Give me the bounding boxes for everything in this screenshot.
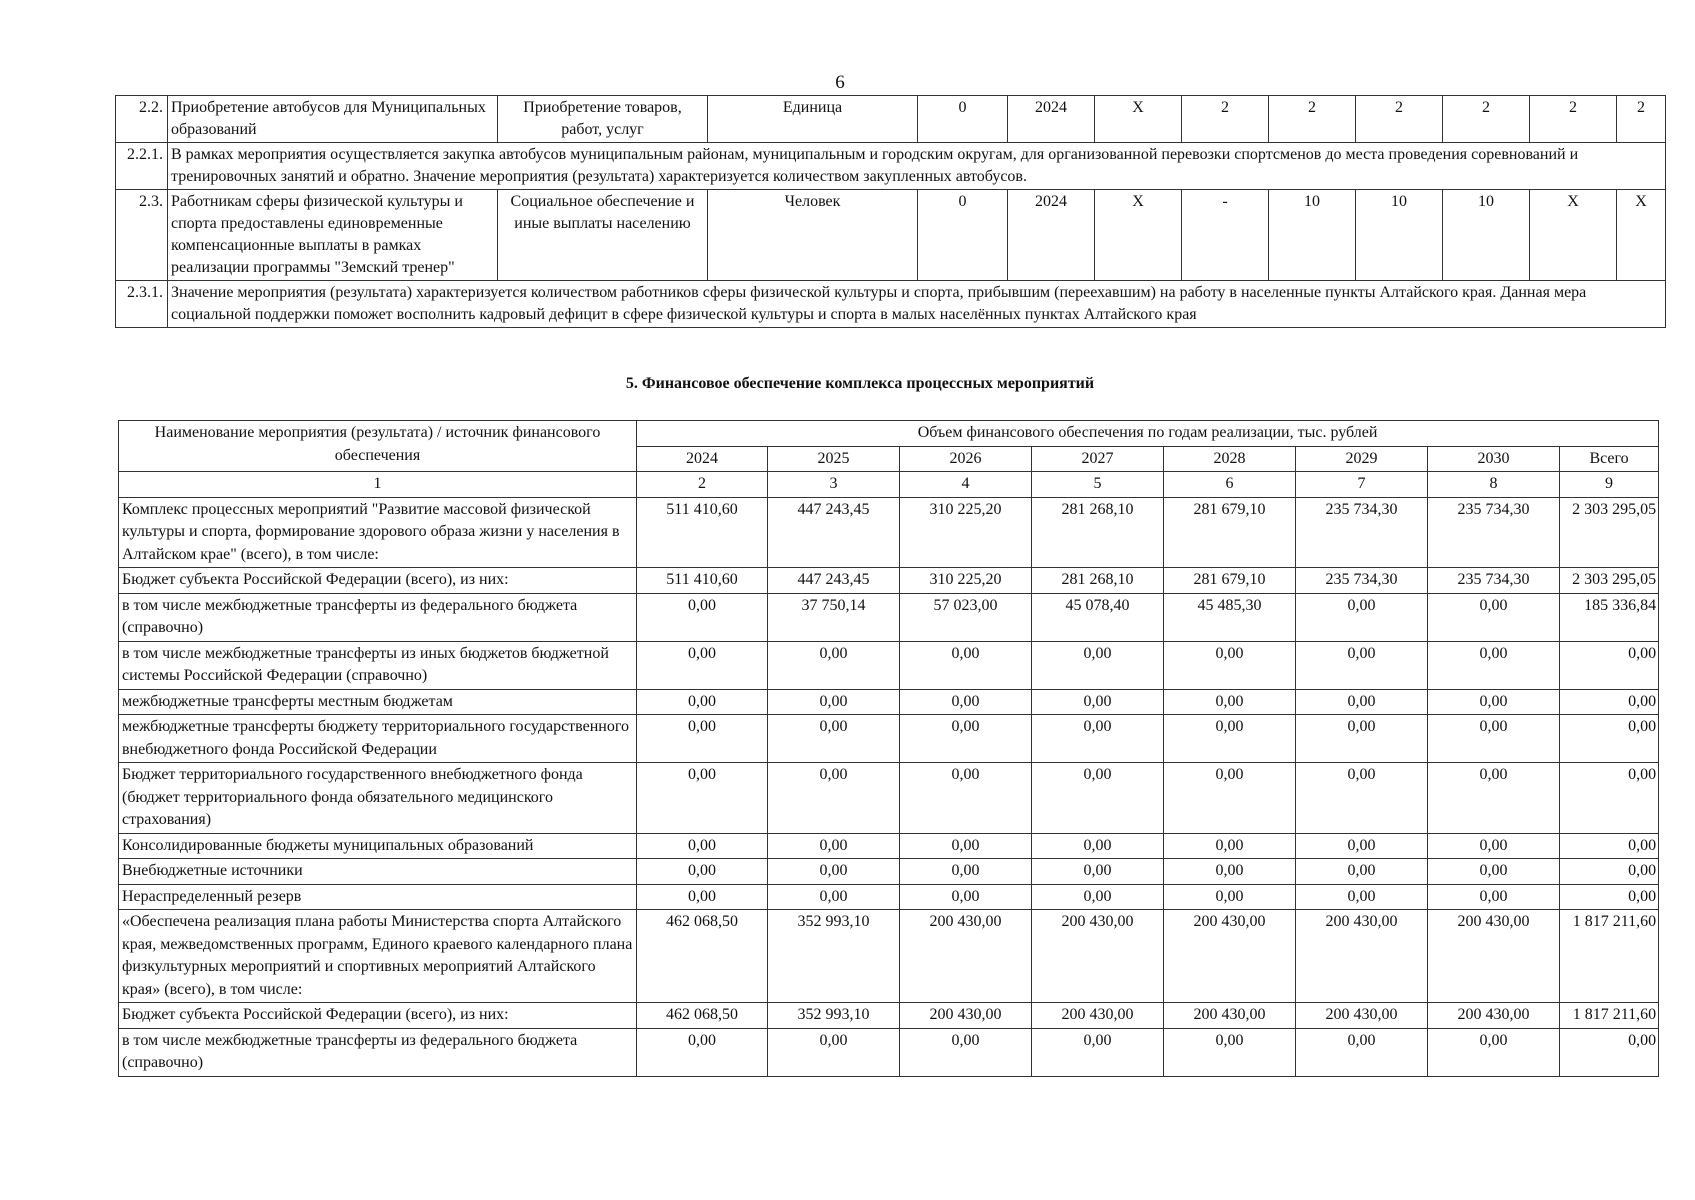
finance-table: [118, 420, 1659, 1077]
year-value: 2: [1617, 96, 1666, 143]
year-amount: 0,00: [637, 715, 768, 763]
total-value: 185 336,84: [1560, 593, 1659, 641]
year-amount: 0,00: [1164, 1028, 1296, 1076]
year-amount: 0,00: [900, 859, 1032, 885]
note-row: [116, 281, 1666, 328]
year-value: X: [1530, 190, 1617, 281]
year-amount: 0,00: [900, 884, 1032, 910]
year-amount: 0,00: [637, 641, 768, 689]
finance-row: [119, 833, 1659, 859]
header-year: 2026: [900, 446, 1032, 472]
year-amount: 200 430,00: [1296, 1003, 1428, 1029]
year-amount: 462 068,50: [637, 910, 768, 1003]
year-value: X: [1095, 190, 1182, 281]
year-amount: 281 268,10: [1032, 497, 1164, 568]
year-amount: 310 225,20: [900, 568, 1032, 594]
year-amount: 0,00: [637, 884, 768, 910]
header-column-number: 4: [900, 472, 1032, 498]
year-amount: 0,00: [1428, 763, 1560, 834]
header-year: 2024: [637, 446, 768, 472]
year-amount: 200 430,00: [1428, 910, 1560, 1003]
total-value: 1 817 211,60: [1560, 910, 1659, 1003]
year-value: 10: [1356, 190, 1443, 281]
header-column-number: 5: [1032, 472, 1164, 498]
finance-row: [119, 568, 1659, 594]
year-amount: 310 225,20: [900, 497, 1032, 568]
year-amount: 281 268,10: [1032, 568, 1164, 594]
source-name: межбюджетные трансферты бюджету территориального государственного внебюджетного фонда Российской Федерации: [119, 715, 637, 763]
source-name: «Обеспечена реализация плана работы Министерства спорта Алтайского края, межведомственных программ, Единого краевого календарного плана физкультурных мероприятий и спортивных мероприятий Алтайского края» (всего), в том числе:: [119, 910, 637, 1003]
year-amount: 0,00: [1296, 689, 1428, 715]
note-text: Значение мероприятия (результата) характеризуется количеством работников сферы физической культуры и спорта, прибывшим (переехавшим) на работу в населенные пункты Алтайского края. Данная мера социальной поддержки поможет восполнить кадровый дефицит в сфере физической культуры и спорта в малых населённых пунктах Алтайского края: [168, 281, 1666, 328]
source-name: в том числе межбюджетные трансферты из федерального бюджета (справочно): [119, 1028, 637, 1076]
year-amount: 0,00: [1428, 1028, 1560, 1076]
year-amount: 0,00: [1428, 884, 1560, 910]
year-value: 2: [1530, 96, 1617, 143]
year-amount: 0,00: [1164, 859, 1296, 885]
header-column-number: 1: [119, 472, 637, 498]
year-amount: 235 734,30: [1296, 497, 1428, 568]
total-value: 0,00: [1560, 859, 1659, 885]
year-amount: 0,00: [1164, 833, 1296, 859]
year-amount: 0,00: [900, 763, 1032, 834]
indicator-row: [116, 190, 1666, 281]
indicator-name: Приобретение автобусов для Муниципальных образований: [168, 96, 498, 143]
indicator-unit: Человек: [708, 190, 918, 281]
year-amount: 0,00: [1296, 641, 1428, 689]
indicator-row: [116, 96, 1666, 143]
year-value: 2: [1443, 96, 1530, 143]
year-amount: 352 993,10: [768, 1003, 900, 1029]
row-number: 2.3.: [116, 190, 168, 281]
indicators-table: [115, 95, 1666, 328]
year-amount: 45 485,30: [1164, 593, 1296, 641]
year-amount: 0,00: [1164, 715, 1296, 763]
source-name: Бюджет территориального государственного внебюджетного фонда (бюджет территориального фонда обязательного медицинского страхования): [119, 763, 637, 834]
year-value: 2: [1269, 96, 1356, 143]
source-name: Комплекс процессных мероприятий "Развитие массовой физической культуры и спорта, формирование здорового образа жизни у населения в Алтайском крае" (всего), в том числе:: [119, 497, 637, 568]
indicator-type: Социальное обеспечение и иные выплаты населению: [498, 190, 708, 281]
total-value: 0,00: [1560, 689, 1659, 715]
year-value: 10: [1443, 190, 1530, 281]
year-amount: 0,00: [900, 833, 1032, 859]
year-amount: 511 410,60: [637, 497, 768, 568]
header-year: 2028: [1164, 446, 1296, 472]
finance-row: [119, 1003, 1659, 1029]
year-value: 10: [1269, 190, 1356, 281]
year-amount: 511 410,60: [637, 568, 768, 594]
finance-row: [119, 763, 1659, 834]
total-value: 0,00: [1560, 715, 1659, 763]
year-amount: 0,00: [637, 689, 768, 715]
year-amount: 0,00: [768, 1028, 900, 1076]
year-amount: 0,00: [1032, 1028, 1164, 1076]
finance-row: [119, 497, 1659, 568]
total-value: 0,00: [1560, 884, 1659, 910]
year-amount: 200 430,00: [1164, 1003, 1296, 1029]
year-amount: 0,00: [1164, 763, 1296, 834]
year-amount: 0,00: [1032, 641, 1164, 689]
header-column-number: 8: [1428, 472, 1560, 498]
year-amount: 0,00: [1296, 859, 1428, 885]
year-amount: 0,00: [768, 689, 900, 715]
row-number: 2.2.1.: [116, 143, 168, 190]
year-amount: 281 679,10: [1164, 497, 1296, 568]
year-amount: 37 750,14: [768, 593, 900, 641]
indicator-type: Приобретение товаров, работ, услуг: [498, 96, 708, 143]
year-amount: 0,00: [1296, 593, 1428, 641]
year-amount: 0,00: [1428, 715, 1560, 763]
base-value: 0: [918, 190, 1008, 281]
year-amount: 0,00: [1032, 833, 1164, 859]
header-column-number: 7: [1296, 472, 1428, 498]
year-amount: 0,00: [1428, 641, 1560, 689]
header-year: 2029: [1296, 446, 1428, 472]
year-amount: 0,00: [637, 833, 768, 859]
year-value: 2: [1182, 96, 1269, 143]
year-amount: 235 734,30: [1428, 568, 1560, 594]
source-name: Нераспределенный резерв: [119, 884, 637, 910]
finance-row: [119, 715, 1659, 763]
row-number: 2.2.: [116, 96, 168, 143]
year-amount: 0,00: [768, 763, 900, 834]
year-amount: 0,00: [900, 715, 1032, 763]
year-amount: 200 430,00: [1032, 1003, 1164, 1029]
row-number: 2.3.1.: [116, 281, 168, 328]
source-name: Бюджет субъекта Российской Федерации (всего), из них:: [119, 568, 637, 594]
year-amount: 200 430,00: [900, 910, 1032, 1003]
header-column-number: 3: [768, 472, 900, 498]
source-name: в том числе межбюджетные трансферты из федерального бюджета (справочно): [119, 593, 637, 641]
source-name: Консолидированные бюджеты муниципальных образований: [119, 833, 637, 859]
year-amount: 0,00: [637, 1028, 768, 1076]
indicator-unit: Единица: [708, 96, 918, 143]
year-amount: 281 679,10: [1164, 568, 1296, 594]
year-amount: 0,00: [1032, 884, 1164, 910]
base-year: 2024: [1008, 190, 1095, 281]
total-value: 0,00: [1560, 1028, 1659, 1076]
year-amount: 200 430,00: [900, 1003, 1032, 1029]
indicator-name: Работникам сферы физической культуры и спорта предоставлены единовременные компенсационные выплаты в рамках реализации программы "Земский тренер": [168, 190, 498, 281]
year-value: X: [1095, 96, 1182, 143]
note-row: [116, 143, 1666, 190]
source-name: Бюджет субъекта Российской Федерации (всего), из них:: [119, 1003, 637, 1029]
year-amount: 0,00: [1428, 593, 1560, 641]
base-value: 0: [918, 96, 1008, 143]
header-volume-group: Объем финансового обеспечения по годам реализации, тыс. рублей: [637, 421, 1659, 447]
year-value: 2: [1356, 96, 1443, 143]
header-name-column: Наименование мероприятия (результата) / источник финансового обеспечения: [119, 421, 637, 472]
header-year: 2025: [768, 446, 900, 472]
year-amount: 0,00: [1032, 689, 1164, 715]
year-amount: 200 430,00: [1032, 910, 1164, 1003]
year-amount: 0,00: [637, 593, 768, 641]
header-year: Всего: [1560, 446, 1659, 472]
base-year: 2024: [1008, 96, 1095, 143]
year-amount: 0,00: [1296, 884, 1428, 910]
year-amount: 0,00: [637, 859, 768, 885]
total-value: 0,00: [1560, 641, 1659, 689]
year-amount: 0,00: [768, 715, 900, 763]
year-amount: 0,00: [1164, 689, 1296, 715]
year-amount: 0,00: [1164, 884, 1296, 910]
year-amount: 0,00: [1032, 763, 1164, 834]
year-amount: 0,00: [1296, 715, 1428, 763]
year-amount: 0,00: [1428, 833, 1560, 859]
year-amount: 0,00: [768, 833, 900, 859]
year-amount: 0,00: [1428, 689, 1560, 715]
section-title: 5. Финансовое обеспечение комплекса процессных мероприятий: [625, 375, 1095, 392]
header-column-number: 9: [1560, 472, 1659, 498]
year-amount: 352 993,10: [768, 910, 900, 1003]
total-value: 0,00: [1560, 763, 1659, 834]
finance-row: [119, 884, 1659, 910]
year-amount: 0,00: [768, 884, 900, 910]
finance-row: [119, 910, 1659, 1003]
year-amount: 200 430,00: [1296, 910, 1428, 1003]
total-value: 1 817 211,60: [1560, 1003, 1659, 1029]
year-amount: 447 243,45: [768, 497, 900, 568]
year-amount: 0,00: [900, 689, 1032, 715]
year-amount: 0,00: [1296, 763, 1428, 834]
year-amount: 0,00: [900, 1028, 1032, 1076]
page-number: 6: [835, 72, 845, 93]
year-amount: 0,00: [1032, 859, 1164, 885]
header-year: 2030: [1428, 446, 1560, 472]
year-value: -: [1182, 190, 1269, 281]
year-amount: 0,00: [1296, 833, 1428, 859]
header-column-number: 6: [1164, 472, 1296, 498]
year-amount: 0,00: [900, 641, 1032, 689]
header-column-number: 2: [637, 472, 768, 498]
year-amount: 462 068,50: [637, 1003, 768, 1029]
year-amount: 0,00: [1428, 859, 1560, 885]
source-name: Внебюджетные источники: [119, 859, 637, 885]
year-amount: 235 734,30: [1296, 568, 1428, 594]
finance-row: [119, 689, 1659, 715]
year-amount: 0,00: [1296, 1028, 1428, 1076]
header-year: 2027: [1032, 446, 1164, 472]
finance-row: [119, 641, 1659, 689]
year-value: X: [1617, 190, 1666, 281]
year-amount: 447 243,45: [768, 568, 900, 594]
total-value: 2 303 295,05: [1560, 497, 1659, 568]
year-amount: 0,00: [768, 859, 900, 885]
year-amount: 45 078,40: [1032, 593, 1164, 641]
year-amount: 200 430,00: [1428, 1003, 1560, 1029]
year-amount: 235 734,30: [1428, 497, 1560, 568]
total-value: 0,00: [1560, 833, 1659, 859]
year-amount: 0,00: [1032, 715, 1164, 763]
finance-row: [119, 859, 1659, 885]
finance-row: [119, 593, 1659, 641]
source-name: межбюджетные трансферты местным бюджетам: [119, 689, 637, 715]
note-text: В рамках мероприятия осуществляется закупка автобусов муниципальным районам, муниципальным и городским округам, для организованной перевозки спортсменов до места проведения соревнований и тренировочных занятий и обратно. Значение мероприятия (результата) характеризуется количеством закупленных автобусов.: [168, 143, 1666, 190]
total-value: 2 303 295,05: [1560, 568, 1659, 594]
year-amount: 57 023,00: [900, 593, 1032, 641]
year-amount: 0,00: [1164, 641, 1296, 689]
finance-row: [119, 1028, 1659, 1076]
year-amount: 0,00: [768, 641, 900, 689]
year-amount: 0,00: [637, 763, 768, 834]
year-amount: 200 430,00: [1164, 910, 1296, 1003]
source-name: в том числе межбюджетные трансферты из иных бюджетов бюджетной системы Российской Федерации (справочно): [119, 641, 637, 689]
